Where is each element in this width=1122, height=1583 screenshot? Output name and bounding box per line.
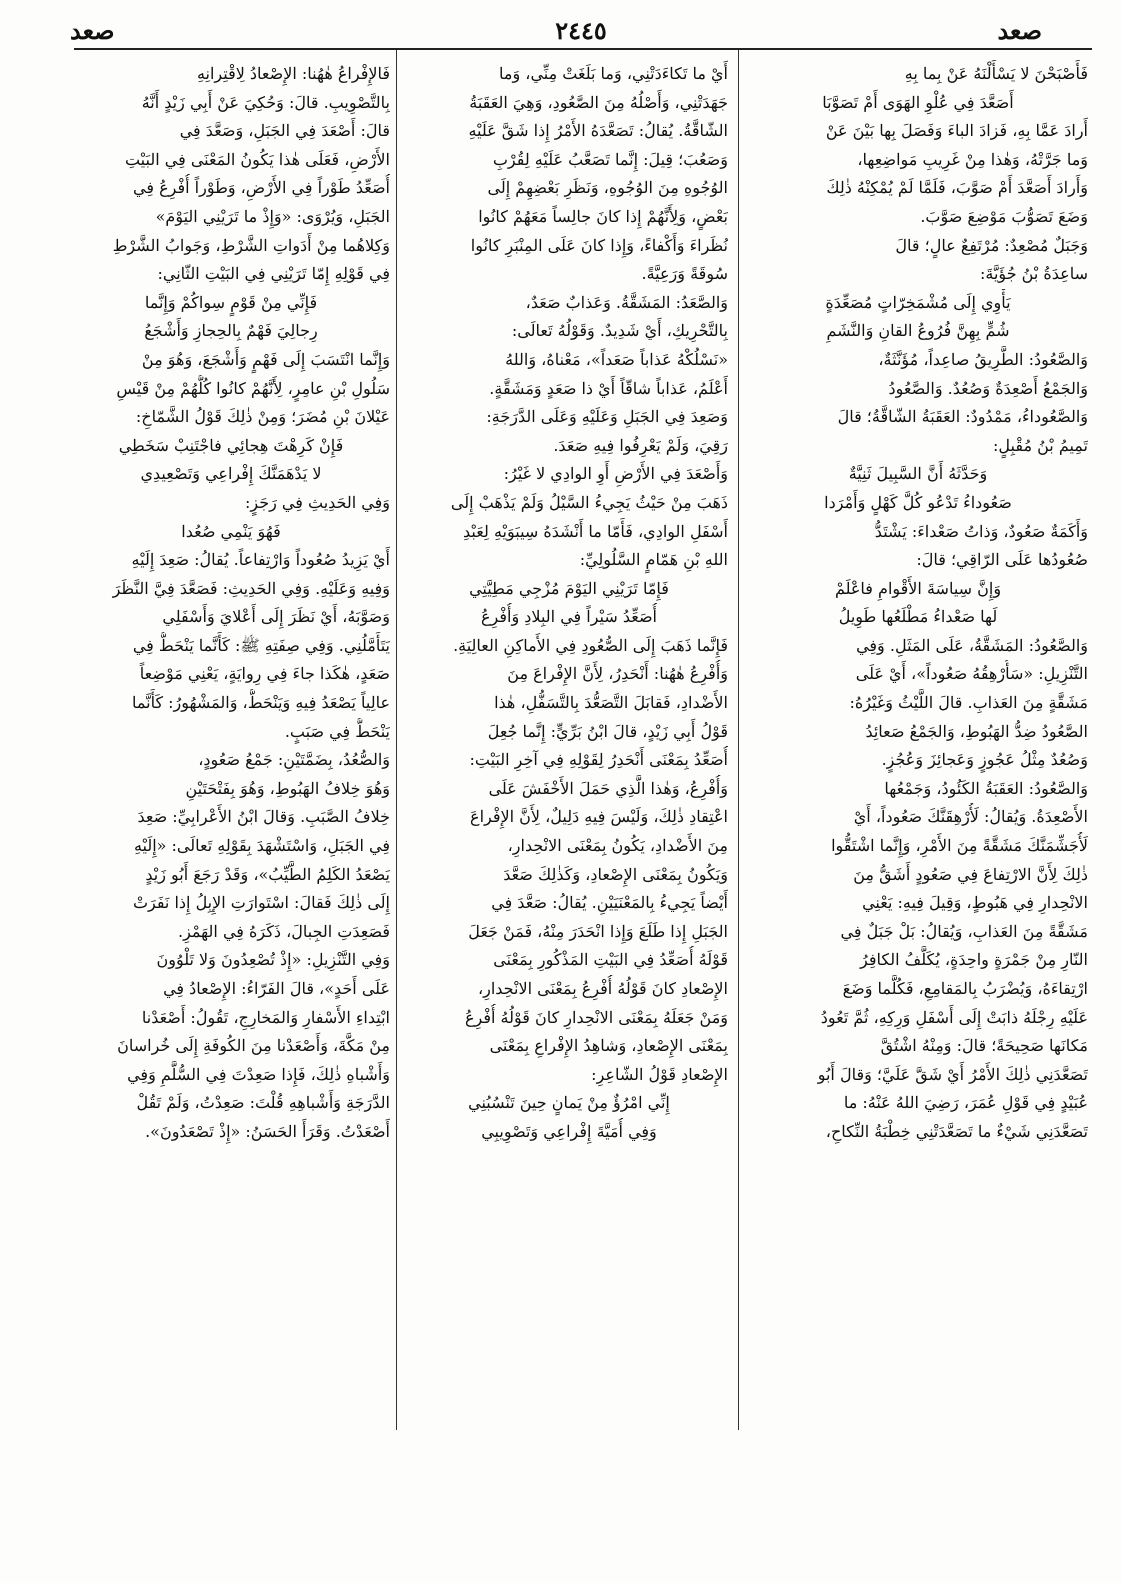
text-line: وَصَوَّبَهُ، أَيْ نَظَرَ إِلَى أَعْلايَ وَأَسْفَلِي xyxy=(162,607,390,627)
text-line: وَالجَمْعُ أَصْعِدَةٌ وَصُعُدٌ. وَالصَّعُودُ xyxy=(888,378,1088,398)
text-line: فَإِنْ كَرِهْتَ هِجائِي فاجْتَنِبْ سَخَطِي xyxy=(118,435,344,455)
text-line: إِنِّي امْرُؤٌ مِنْ يَمانٍ حِينَ تَنْسُبُنِي xyxy=(468,1093,670,1113)
text-line: شُمٍّ بِهِنَّ فُرُوعُ القانِ وَالنَّشَمِ xyxy=(826,321,1010,341)
text-line: وَما جَرَّتْهُ، وَهٰذا مِنْ غَرِيبِ مَواضِعِها، xyxy=(857,149,1088,169)
text-line: وَحَدَّثَهُ أَنَّ السَّبِيلَ ثَنِيَّةٌ xyxy=(848,464,988,484)
text-line: فَصَعِدَتِ الجِبالَ، ذَكَرَهُ فِي الهَمْزِ. xyxy=(178,921,390,941)
text-line: وَالصَّعُوداءُ، مَمْدُودٌ: العَقَبَةُ الشّاقَّةُ؛ قالَ xyxy=(837,407,1088,427)
text-line: فَإِمّا تَرَيْنِي اليَوْمَ مُزْجِي مَطِيَّتِي xyxy=(469,578,669,598)
text-line: وَإِنَّ سِياسَةَ الأَقْوامِ فاعْلَمْ xyxy=(834,578,1002,598)
text-line: أَسْفَلِ الوادِي، فَأَمّا ما أَنْشَدَهُ سِيبَوَيْهِ لِعَبْدِ xyxy=(463,521,728,541)
text-line: اعْتِقادِ ذٰلِكَ، وَلَيْسَ فِيهِ دَلِيلٌ، لِأَنَّ الإِفْراعَ xyxy=(470,807,728,827)
text-line: عَلَى أَحَدٍ»، قالَ الفَرّاءُ: الإِصْعادُ فِي xyxy=(163,979,390,998)
text-line: تَصَعَّدَنِي ذٰلِكَ الأَمْرُ أَيْ شَقَّ عَلَيَّ؛ وَقالَ أَبُو xyxy=(817,1064,1088,1084)
text-line: الأَرْضِ، فَعَلَى هٰذا يَكُونُ المَعْنَى فِي البَيْتِ xyxy=(124,149,390,169)
text-line: فَهُوَ يَنْمِي صُعُدا xyxy=(181,521,281,541)
column-right xyxy=(748,60,1088,1147)
text-line: فِي الجَبَلِ، وَاسْتَشْهَدَ بِقَوْلِهِ تَعالَى: «إِلَيْهِ xyxy=(133,836,390,856)
header-rule xyxy=(74,48,1092,50)
text-line: وَصُعُدٌ مِثْلُ عَجُوزٍ وَعَجائِزَ وَعُجُزٍ. xyxy=(881,750,1088,770)
text-line: مَكانَها صَحِيحَةً؛ قالَ: وَمِنْهُ اشْتُقَّ xyxy=(880,1036,1088,1056)
text-line: يَأْوِي إِلَى مُشْمَخِرّاتٍ مُصَعِّدَةٍ xyxy=(825,292,1011,312)
text-line: وَكِلاهُما مِنْ أَدَواتِ الشَّرْطِ، وَجَوابُ الشَّرْطِ xyxy=(112,235,390,255)
text-line: وَفِي أُمَيَّةَ إِفْراعِي وَتَصْوِيبِي xyxy=(481,1121,657,1141)
text-line: وَضَعَ تَصَوُّبَ مَوْضِعَ صَوَّبَ. xyxy=(920,206,1088,226)
text-line: بِالتَّصْوِيبِ. قالَ: وَحُكِيَ عَنْ أَبِي زَيْدٍ أَنَّهُ xyxy=(141,92,390,112)
text-line: لا يَدْهَمَنَّكَ إِفْراعِي وَتَصْعِيدِي xyxy=(140,464,322,484)
text-line: وَالصَّعُودُ: المَشَقَّةُ، عَلَى المَثَلِ. وَفِي xyxy=(856,635,1088,655)
text-line: الجَبَلِ، وَيُرْوَى: «وَإِذْ ما تَرَيْنِي اليَوْمَ» xyxy=(155,206,390,226)
text-line: وَهُوَ خِلافُ الهَبُوطِ، وَهُوَ بِفَتْحَتَيْنِ xyxy=(185,778,390,798)
header-keyword-right: صعد xyxy=(997,16,1042,45)
text-line: وَأَكَمَةٌ صَعُودٌ، وَذاتُ صَعْداءَ: يَشْتَدُّ xyxy=(874,521,1088,541)
text-line: وَإِنَّما انْتَسَبَ إِلَى فَهْمٍ وَأَشْجَعَ، وَهُوَ مِنْ xyxy=(141,349,390,369)
text-line: لَأُجَشِّمَنَّكَ مَشَقَّةً مِنَ الأَمْرِ، وَإِنَّما اشْتَقُّوا xyxy=(831,836,1088,856)
text-line: سُوقَةً وَرَعِيَّةً. xyxy=(641,264,728,284)
text-line: الجَبَلِ إِذا طَلَعَ وَإِذا انْحَدَرَ مِنْهُ، فَمَنْ جَعَلَ xyxy=(468,921,728,941)
text-line: اللهِ بْنِ هَمّامٍ السَّلُولِيِّ: xyxy=(579,550,728,570)
text-line: رَقِيَ، وَلَمْ يَعْرِفُوا فِيهِ صَعَدَ. xyxy=(553,435,728,455)
text-line: عَلَيْهِ رِجْلَهُ ذابَتْ إِلَى أَسْفَلِ وَرِكِهِ، ثُمَّ تَعُودُ xyxy=(820,1007,1088,1027)
text-line: رِجالِيَ فَهْمٌ بِالحِجازِ وَأَشْجَعُ xyxy=(144,321,318,341)
text-line: صَعُوداءُ تَدْعُو كُلَّ كَهْلٍ وَأَمْرَدا xyxy=(824,492,1012,512)
text-line: نُظَراءَ وَأَكْفاءً، وَإِذا كانَ عَلَى المِنْبَرِ كانُوا xyxy=(470,235,728,255)
text-line: وَفِيهِ وَعَلَيْهِ. وَفِي الحَدِيثِ: فَصَعَّدَ فِيَّ النَّظَرَ xyxy=(112,578,390,598)
text-line: «نَسْلُكْهُ عَذاباً صَعَداً»، مَعْناهُ، وَاللهُ xyxy=(505,349,728,369)
text-line: جَهَدَتْنِي، وَأَصْلُهُ مِنَ الصَّعُودِ، وَهِيَ العَقَبَةُ xyxy=(469,92,728,112)
text-line: أَرادَ عَمَّا بِهِ، فَزادَ الباءَ وَفَصَلَ بِها بَيْنَ عَنْ xyxy=(825,121,1088,141)
text-line: أُصَعِّدُ سَيْراً فِي البِلادِ وَأُفْرِعُ xyxy=(481,607,657,627)
page-header xyxy=(60,14,1102,48)
column-middle xyxy=(410,60,728,1147)
text-line: خِلافُ الصَّبَبِ. وَقالَ ابْنُ الأَعْرابِيِّ: صَعِدَ xyxy=(137,807,390,827)
text-line: ساعِدَةُ بْنُ جُؤَيَّةَ: xyxy=(980,264,1088,284)
text-line: بِمَعْنَى الإِصْعادِ، وَشاهِدُ الإِفْراعِ بِمَعْنَى xyxy=(489,1036,728,1056)
header-keyword-left: صعد xyxy=(70,16,115,45)
text-line: وَمَنْ جَعَلَهُ بِمَعْنَى الانْحِدارِ كانَ قَوْلُهُ أُفْرِعُ xyxy=(464,1007,728,1027)
text-line: الشّاقَّةُ. يُقالُ: تَصَعَّدَهُ الأَمْرُ إِذا شَقَّ عَلَيْهِ xyxy=(468,121,728,141)
text-line: مَشَقَّةً مِنَ العَذابِ، وَيُقالُ: بَلْ جَبَلٌ فِي xyxy=(840,921,1088,941)
text-line: عُبَيْدٍ فِي قَوْلِ عُمَرَ، رَضِيَ اللهُ عَنْهُ: ما xyxy=(843,1093,1088,1113)
text-line: مِنَ الأَضْدادِ، يَكُونُ بِمَعْنَى الانْحِدارِ، xyxy=(507,836,728,856)
text-line: قَوْلَهُ أُصَعِّدُ فِي البَيْتِ المَذْكُورِ بِمَعْنَى xyxy=(493,950,728,970)
text-line: الدَّرَجَةِ وَأَشْباهِهِ قُلْتَ: صَعِدْتُ، وَلَمْ تَقُلْ xyxy=(136,1093,390,1113)
text-line: ارْتِقاءَهُ، وَيُضْرَبُ بِالمَقامِعِ، فَكُلَّما وَضَعَ xyxy=(842,979,1088,998)
text-line: يَتَأَمَّلُنِي. وَفِي صِفَتِهِ ﷺ: كَأَنَّما يَنْحَطُّ فِي xyxy=(132,635,390,655)
text-line: وَالصَّعَدُ: المَشَقَّةُ. وَعَذابٌ صَعَدٌ، xyxy=(525,292,728,312)
text-line: وَأُفْرِعُ، وَهٰذا الَّذِي حَمَلَ الأَخْفَشَ عَلَى xyxy=(488,778,728,798)
text-line: الأَضْدادِ، فَقابَلَ التَّصَعُّدَ بِالتَّسَفُّلِ، هٰذا xyxy=(494,693,728,713)
text-line: وَأُفْرِعُ هٰهُنا: أَنْحَدِرُ، لِأَنَّ الإِفْراعَ مِنَ xyxy=(507,664,728,684)
text-line: أَصْعَدْتُ. وَقَرَأَ الحَسَنُ: «إِذْ تَصْعَدُونَ». xyxy=(145,1121,390,1141)
text-line: وَأَرادَ أَصَعَّدَ أَمْ صَوَّبَ، فَلَمَّا لَمْ يُمْكِنْهُ ذٰلِكَ xyxy=(826,178,1088,198)
text-line: فَالإِفْراعُ هٰهُنا: الإِصْعادُ لِاقْتِرانِهِ xyxy=(196,64,390,83)
text-line: الوُجُوهِ مِنَ الوُجُوهِ، وَنَظَرِ بَعْضِهِمْ إِلَى xyxy=(487,178,728,198)
text-line: بِالتَّحْرِيكِ، أَيْ شَدِيدٌ. وَقَوْلُهُ تَعالَى: xyxy=(511,321,728,341)
text-line: عالِياً يَصْعَدُ فِيهِ وَيَنْحَطُّ، وَالمَشْهُورُ: كَأَنَّما xyxy=(131,693,390,713)
text-line: إِلَى ذٰلِكَ فَقالَ: اسْتَوارَتِ الإِبِلُ إِذا نَفَرَتْ xyxy=(132,893,390,913)
text-line: ذٰلِكَ لِأَنَّ الارْتِفاعَ فِي صَعُودٍ أَشَقُّ مِنَ xyxy=(853,864,1088,884)
text-line: بَعْضٍ، وَلِأَنَّهُمْ إِذا كانَ جالِساً مَعَهُمْ كانُوا xyxy=(478,206,728,226)
column-left xyxy=(72,60,390,1147)
text-line: وَأَشْباهِ ذٰلِكَ، فَإِذا صَعِدْتَ فِي السُّلَّمِ وَفِي xyxy=(127,1064,390,1084)
text-line: أَيْ يَزِيدُ صُعُوداً وَارْتِفاعاً. يُقالُ: صَعِدَ إِلَيْهِ xyxy=(131,550,390,570)
text-line: أَيْ ما تَكاءَدَتْنِي، وَما بَلَغَتْ مِنِّي، وَما xyxy=(499,64,728,83)
text-line: مِنْ مَكَّةَ، وَأَصْعَدْنا مِنَ الكُوفَةِ إِلَى خُراسانَ xyxy=(117,1036,390,1056)
text-line: مَشَقَّةٍ مِنَ العَذابِ. قالَ اللَّيْثُ وَغَيْرُهُ: xyxy=(849,693,1088,713)
text-line: وَالصَّعُودُ: العَقَبَةُ الكَئُودُ، وَجَمْعُها xyxy=(884,778,1088,798)
text-line: أُصَعِّدُ بِمَعْنَى أَنْحَدِرُ لِقَوْلِهِ فِي آخِرِ البَيْتِ: xyxy=(469,750,728,770)
text-line: صُعُودُها عَلَى الرّاقِي؛ قالَ: xyxy=(916,550,1088,570)
text-line: وَفِي الحَدِيثِ فِي رَجَزٍ: xyxy=(245,492,390,512)
text-line: يَنْحَطُّ فِي صَبَبٍ. xyxy=(284,721,390,741)
column-divider-left xyxy=(396,50,397,1430)
text-line: تَصَعَّدَنِي شَيْءٌ ما تَصَعَّدَتْنِي خِطْبَةُ النِّكاحِ، xyxy=(825,1121,1088,1141)
text-line: عَيْلانَ بْنِ مُضَرَ؛ وَمِنْ ذٰلِكَ قَوْلُ الشَّمّاخِ: xyxy=(135,407,390,427)
text-line: صَعَدٍ، هٰكَذا جاءَ فِي رِوايَةٍ، يَعْنِي مَوْضِعاً xyxy=(139,664,390,684)
text-line: النّارِ مِنْ جَمْرَةٍ واحِدَةٍ، يُكَلَّفُ الكافِرُ xyxy=(860,950,1088,970)
text-line: وَأَصْعَدَ فِي الأَرْضِ أَوِ الوادِي لا غَيْرُ: xyxy=(503,464,728,484)
text-line: أَصَعَّدَ فِي عُلْوِ الهَوَى أَمْ تَصَوَّبَا xyxy=(822,92,1014,112)
text-line: وَصَعِدَ فِي الجَبَلِ وَعَلَيْهِ وَعَلَى الدَّرَجَةِ: xyxy=(486,407,728,427)
text-line: الصَّعُودُ ضِدُّ الهَبُوطِ، وَالجَمْعُ صَعائِدُ xyxy=(865,721,1088,741)
text-line: الأَصْعِدَةُ. وَيُقالُ: لَأُرْهِقَنَّكَ صَعُوداً، أَيْ xyxy=(853,807,1088,827)
text-line: فَأَصْبَحْنَ لا يَسْأَلْنَهُ عَنْ بِما بِهِ xyxy=(904,64,1088,83)
page-number: ٢٤٤٥ xyxy=(555,16,607,45)
text-line: تَمِيمُ بْنُ مُقْبِلٍ: xyxy=(993,435,1088,455)
text-line: قَوْلُ أَبِي زَيْدٍ، قالَ ابْنُ بَرِّيٍّ: إِنَّما جُعِلَ xyxy=(487,721,728,741)
text-line: وَيَكُونُ بِمَعْنَى الإِصْعادِ، وَكَذٰلِكَ صَعَّدَ xyxy=(503,864,728,884)
text-line: وَفِي التَّنْزِيلِ: «إِذْ تُصْعِدُونَ وَلا تَلْوُونَ xyxy=(156,950,390,970)
text-line: وَصَعُبَ؛ قِيلَ: إِنَّما تَصَعَّبُ عَلَيْهِ لِقُرْبِ xyxy=(492,149,728,169)
text-line: لَها صَعْداءُ مَطْلَعُها طَوِيلُ xyxy=(838,607,998,627)
text-line: يَصْعَدُ الكَلِمُ الطَّيِّبُ»، وَقَدْ رَجَعَ أَبُو زَيْدٍ xyxy=(145,864,390,884)
text-line: قالَ: أَصْعَدَ فِي الجَبَلِ، وَصَعَّدَ فِي xyxy=(179,121,390,141)
text-line: فِي قَوْلِهِ إِمّا تَرَيْنِي فِي البَيْتِ الثّانِي: xyxy=(157,264,390,284)
text-line: الإِصْعادِ قَوْلُ الشّاعِرِ: xyxy=(591,1064,728,1084)
text-line: وَالصَّعُودُ: الطَّرِيقُ صاعِداً، مُؤَنَّثَةٌ، xyxy=(878,349,1088,369)
text-line: التَّنْزِيلِ: «سَأُرْهِقُهُ صَعُوداً»، أَيْ عَلَى xyxy=(855,664,1088,684)
column-divider-right xyxy=(738,50,739,1430)
text-line: الانْحِدارِ فِي هَبُوطٍ، وَقِيلَ فِيهِ: يَعْنِي xyxy=(862,893,1088,913)
text-line: ابْتِداءِ الأَسْفارِ وَالمَخارِجِ، تَقُولُ: أَصْعَدْنا xyxy=(141,1007,390,1027)
text-line: الإِصْعادِ كانَ قَوْلُهُ أُفْرِعُ بِمَعْنَى الانْحِدارِ، xyxy=(477,979,728,998)
text-line: سَلُولِ بْنِ عامِرٍ، لِأَنَّهُمْ كانُوا كُلُّهُمْ مِنْ قَيْسِ xyxy=(116,378,390,398)
text-line: وَالصُّعُدُ، بِضَمَّتَيْنِ: جَمْعُ صَعُودٍ، xyxy=(198,750,390,770)
text-line: فَإِنَّما ذَهَبَ إِلَى الصُّعُودِ فِي الأَماكِنِ العالِيَةِ. xyxy=(453,635,728,655)
text-line: وَجَبَلٌ مُصْعِدٌ: مُرْتَفِعٌ عالٍ؛ قالَ xyxy=(895,235,1088,255)
text-line: أَيْضاً يَجِيءُ بِالمَعْنَيَيْنِ. يُقالُ: صَعَّدَ فِي xyxy=(491,893,728,913)
text-line: فَإِنِّي مِنْ قَوْمٍ سِواكُمْ وَإِنَّما xyxy=(144,292,318,312)
text-line: ذَهَبَ مِنْ حَيْثُ يَجِيءُ السَّيْلُ وَلَمْ يَذْهَبْ إِلَى xyxy=(450,492,728,512)
text-line: أَعْلَمُ، عَذاباً شاقّاً أَيْ ذا صَعَدٍ وَمَشَقَّةٍ. xyxy=(489,378,728,398)
text-line: أُصَعِّدُ طَوْراً فِي الأَرْضِ، وَطَوْراً أُفْرِعُ فِي xyxy=(133,178,390,198)
